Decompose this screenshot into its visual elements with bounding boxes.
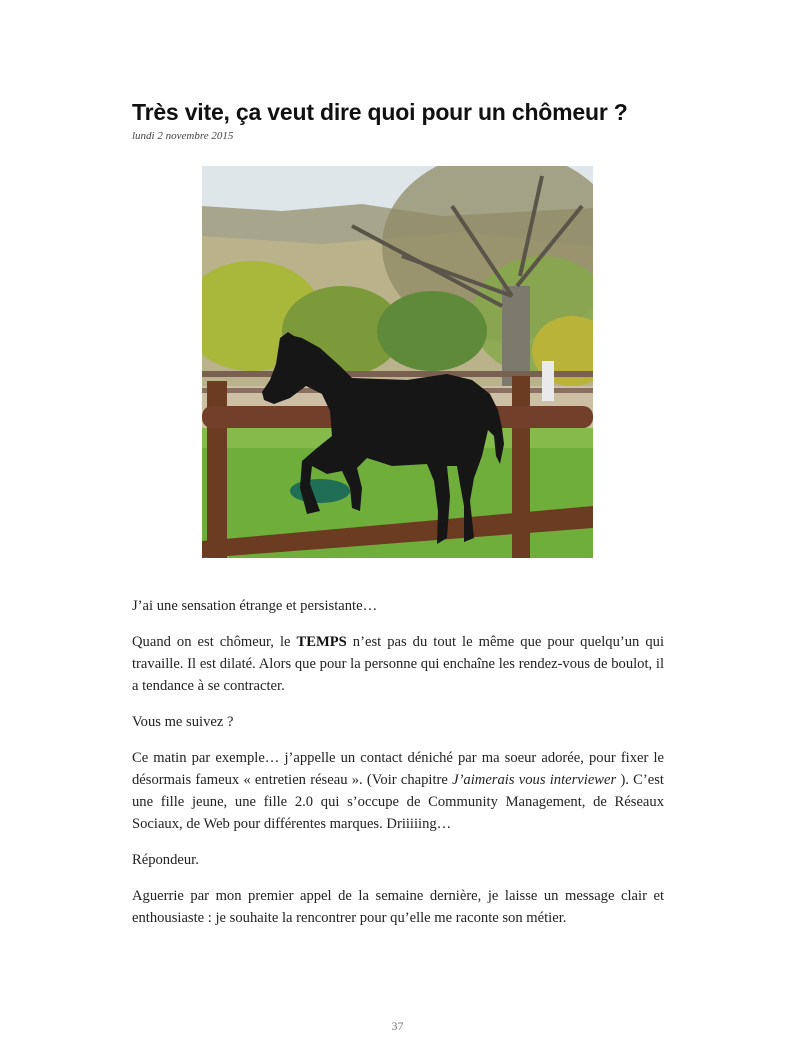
chapter-reference: J’aimerais vous interviewer xyxy=(452,772,617,788)
article-photo xyxy=(202,166,593,558)
article-date: lundi 2 novembre 2015 xyxy=(132,130,234,142)
far-fence-rail-top xyxy=(202,371,593,377)
emphasis-temps: TEMPS xyxy=(296,634,347,650)
paragraph xyxy=(132,885,664,929)
paragraph xyxy=(132,849,664,871)
paragraph-text: Ce matin par exemple… j’appelle un contact déniché par ma soeur adorée, pour fixer le désormais fameux « entretien réseau ». (Voir chapitre xyxy=(132,750,664,788)
bush-right xyxy=(377,291,487,371)
paragraph-text: Vous me suivez ? xyxy=(132,714,234,730)
paragraph-text: J’ai une sensation étrange et persistante… xyxy=(132,598,378,614)
paragraph xyxy=(132,595,664,617)
article-body xyxy=(132,595,664,943)
paragraph xyxy=(132,747,664,835)
article-title: Très vite, ça veut dire quoi pour un chômeur ? xyxy=(132,99,628,125)
horse-fence-photo xyxy=(202,166,593,558)
paragraph xyxy=(132,711,664,733)
paragraph-text: n’est pas du tout le même que pour quelqu’un qui travaille. Il est dilaté. Alors que pour la personne qui enchaîne les rendez-vous de boulot, il a tendance à se contracter. xyxy=(132,634,664,694)
white-chair xyxy=(542,361,554,401)
paragraph xyxy=(132,631,664,697)
paragraph-text: Quand on est chômeur, le xyxy=(132,634,297,650)
paragraph-text: Répondeur. xyxy=(132,852,199,868)
paragraph-text: ). C’est une fille jeune, une fille 2.0 qui s’occupe de Community Management, de Réseaux Sociaux, de Web pour différentes marques. Driiiiing… xyxy=(132,772,664,832)
paragraph-text: Aguerrie par mon premier appel de la semaine dernière, je laisse un message clair et enthousiaste : je souhaite la rencontrer pour qu’elle me raconte son métier. xyxy=(132,888,664,926)
green-bucket xyxy=(290,479,350,503)
page-number: 37 xyxy=(391,1019,404,1033)
